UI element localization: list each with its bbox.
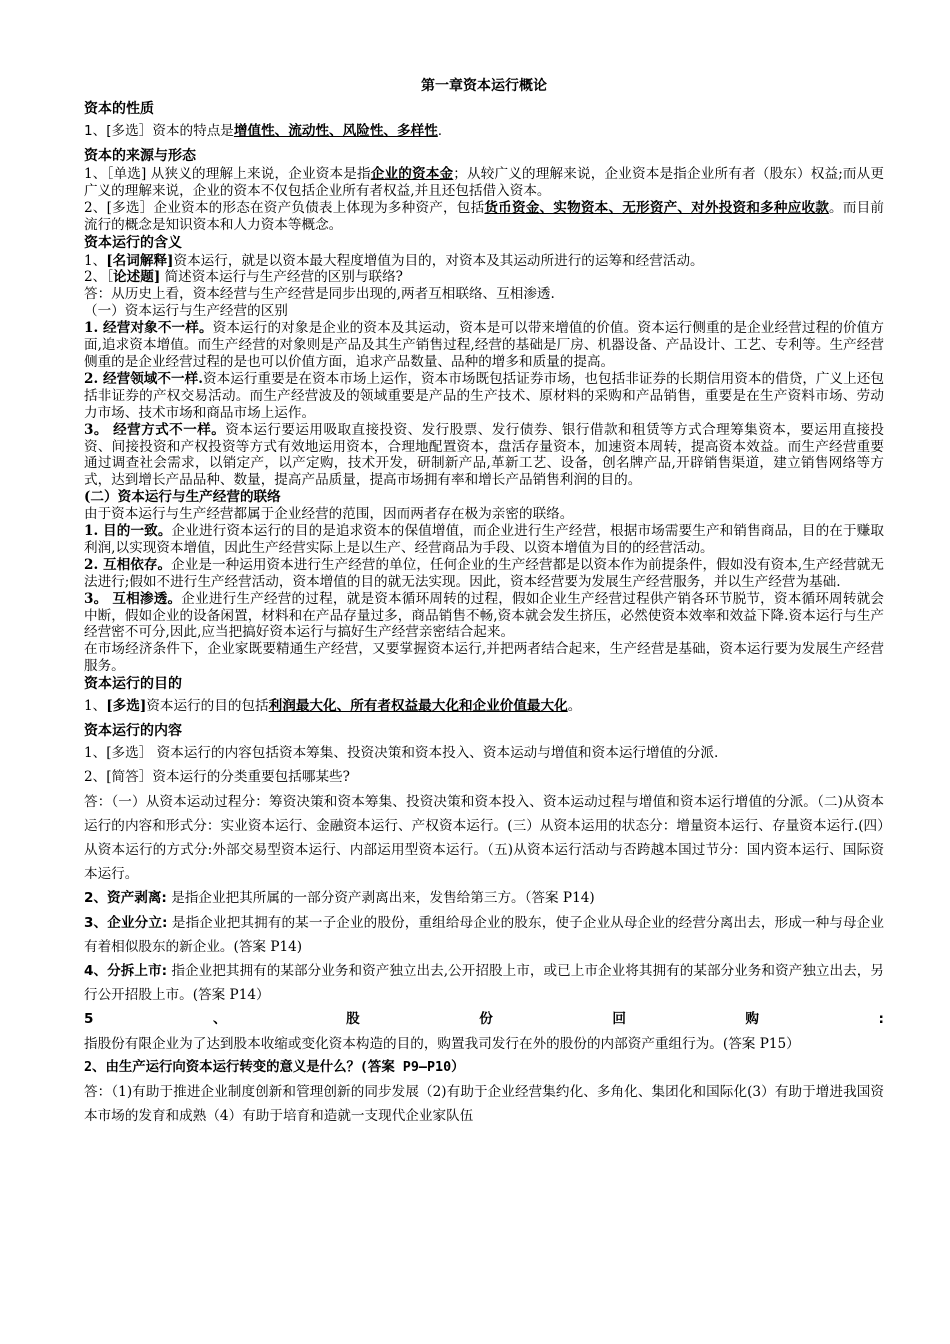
question-content-multi: 1、[多选］ 资本运行的内容包括资本筹集、投资决策和资本投入、资本运动与增值和资本运行增值的分派. [84, 745, 719, 762]
connection-item-2: 2. 互相依存。企业是一种运用资本进行生产经营的单位，任何企业的生产经营都是以资本作为前提条件，假如没有资本,生产经营就无法进行;假如不进行生产经营活动，资本增值的目的就无法实现。因此，资本经营要为发展生产经营服务，并以生产经营为基础. [84, 556, 884, 590]
term-asset-divestiture: 2、资产剥离: 是指企业把其所属的一部分资产剥离出来，发售给第三方。（答案 P14) [84, 890, 595, 907]
question-nature-multi: 1、[多选］资本的特点是增值性、流动性、风险性、多样性. [84, 123, 443, 139]
question-content-short: 2、[简答］资本运行的分类重要包括哪某些? [84, 769, 350, 786]
section-heading-purpose: 资本运行的目的 [84, 676, 182, 693]
answer-meaning: 答：从历史上看，资本经营与生产经营是同步出现的,两者互相联络、互相渗透. [84, 286, 555, 303]
connection-item-3: 3。 互相渗透。企业进行生产经营的过程，就是资本循环周转的过程，假如企业生产经营过程供产销各环节脱节，资本循环周转就会中断，假如企业的设备闲置，材料和在产品存量过多，商品销售不畅,资本就会发生挤压，必然使资本效率和效益下降.资本运行与生产经营密不可分,因此,应当把搞好资本运行与搞好生产经营亲密结合起来。 [84, 590, 884, 641]
question-meaning-term: 1、[名词解释]资本运行，就是以资本最大程度增值为目的，对资本及其运动所进行的运筹和经营活动。 [84, 252, 704, 269]
connection-intro: 由于资本运行与生产经营都属于企业经营的范围，因而两者存在极为亲密的联络。 [84, 506, 574, 523]
question-source-single: 1、［单选] 从狭义的理解上来说，企业资本是指企业的资本金；从较广义的理解来说，企业资本是指企业所有者（股东）权益;而从更广义的理解来说，企业的资本不仅包括企业所有者权益,并且还包括借入资本。 [84, 165, 885, 199]
section-heading-content: 资本运行的内容 [84, 723, 182, 740]
question-purpose-multi: 1、[多选]资本运行的目的包括利润最大化、所有者权益最大化和企业价值最大化。 [84, 698, 582, 715]
term-carve-out-listing: 4、分拆上市: 指企业把其拥有的某部分业务和资产独立出去,公开招股上市，或已上市企业将其拥有的某部分业务和资产独立出去，另行公开招股上市。(答案 P14） [84, 962, 884, 1004]
section-heading-meaning: 资本运行的含义 [84, 234, 182, 251]
question-transition-significance: 2、由生产运行向资本运行转变的意义是什么？(答案 P9—P10） [84, 1059, 465, 1075]
section-heading-source: 资本的来源与形态 [84, 147, 196, 164]
section-heading-nature: 资本的性质 [84, 101, 154, 117]
question-source-multi: 2、[多选］企业资本的形态在资产负债表上体现为多种资产，包括货币资金、实物资本、无形资产、对外投资和多种应收款。而目前流行的概念是知识资本和人力资本等概念。 [84, 199, 885, 233]
answer-transition-significance: 答：（1)有助于推进企业制度创新和管理创新的同步发展（2)有助于企业经营集约化、多角化、集团化和国际化(3）有助于增进我国资本市场的发育和成熟（4）有助于培育和造就一支现代企业家队伍 [84, 1083, 884, 1125]
question-meaning-essay: 2、［论述题] 简述资本运行与生产经营的区别与联络? [84, 269, 403, 286]
difference-item-3: 3。 经营方式不一样。资本运行要运用吸取直接投资、发行股票、发行债券、银行借款和租赁等方式合理筹集资本，要运用直接投资、间接投资和产权投资等方式有效地运用资本，合理地配置资本，盘活存量资本，加速资本周转，提高资本效益。而生产经营重要通过调查社会需求，以销定产，以产定购，技术开发，研制新产品,革新工艺、设备，创名牌产品,开辟销售渠道，建立销售网络等方式，达到增长产品品种、数量，提高产品质量，提高市场拥有率和增长产品销售利润的目的。 [84, 421, 884, 489]
subheading-difference: （一）资本运行与生产经营的区别 [84, 303, 288, 320]
term-share-buyback: 5、股份回购: 指股份有限企业为了达到股本收缩或变化资本构造的目的，购置我司发行在外的股份的内部资产重组行为。(答案 P15） [84, 1011, 884, 1052]
answer-content-classification: 答：（一）从资本运动过程分：筹资决策和资本筹集、投资决策和资本投入、资本运动过程与增值和资本运行增值的分派。（二)从资本运行的内容和形式分：实业资本运行、金融资本运行、产权资本运行。(三）从资本运用的状态分：增量资本运行、存量资本运行.(四）从资本运行的方式分:外部交易型资本运行、内部运用型资本运行。（五)从资本运行活动与否跨越本国过节分：国内资本运行、国际资本运行。 [84, 793, 884, 883]
connection-item-1: 1. 目的一致。企业进行资本运行的目的是追求资本的保值增值，而企业进行生产经营，根据市场需要生产和销售商品，目的在于赚取利润,以实现资本增值，因此生产经营实际上是以生产、经营商品为手段、以资本增值为目的的经营活动。 [84, 523, 884, 556]
difference-item-1: 1. 经营对象不一样。资本运行的对象是企业的资本及其运动，资本是可以带来增值的价值。资本运行侧重的是企业经营过程的价值方面,追求资本增值。而生产经营的对象则是产品及其生产销售过程,经营的基础是厂房、机器设备、产品设计、工艺、专利等。生产经营侧重的是企业经营过程的是也可以价值方面，追求产品数量、品种的增多和质量的提高。 [84, 320, 884, 370]
document-page [84, 76, 884, 1128]
term-spin-off: 3、企业分立: 是指企业把其拥有的某一子企业的股份，重组给母企业的股东，使子企业从母企业的经营分离出去，形成一种与母企业有着相似股东的新企业。(答案 P14) [84, 914, 884, 955]
chapter-title: 第一章资本运行概论 [421, 78, 547, 94]
difference-item-2: 2. 经营领域不一样.资本运行重要是在资本市场上运作，资本市场既包括证券市场，也包括非证券的长期信用资本的借贷，广义上还包括非证券的产权交易活动。而生产经营波及的领域重要是产品的生产技术、原材料的采购和产品销售，重要是在生产资料市场、劳动力市场、技术市场和商品市场上运作。 [84, 370, 885, 421]
subheading-connection: (二）资本运行与生产经营的联络 [84, 489, 281, 506]
connection-conclusion: 在市场经济条件下，企业家既要精通生产经营，又要掌握资本运行,并把两者结合起来，生产经营是基础，资本运行要为发展生产经营服务。 [84, 641, 884, 675]
